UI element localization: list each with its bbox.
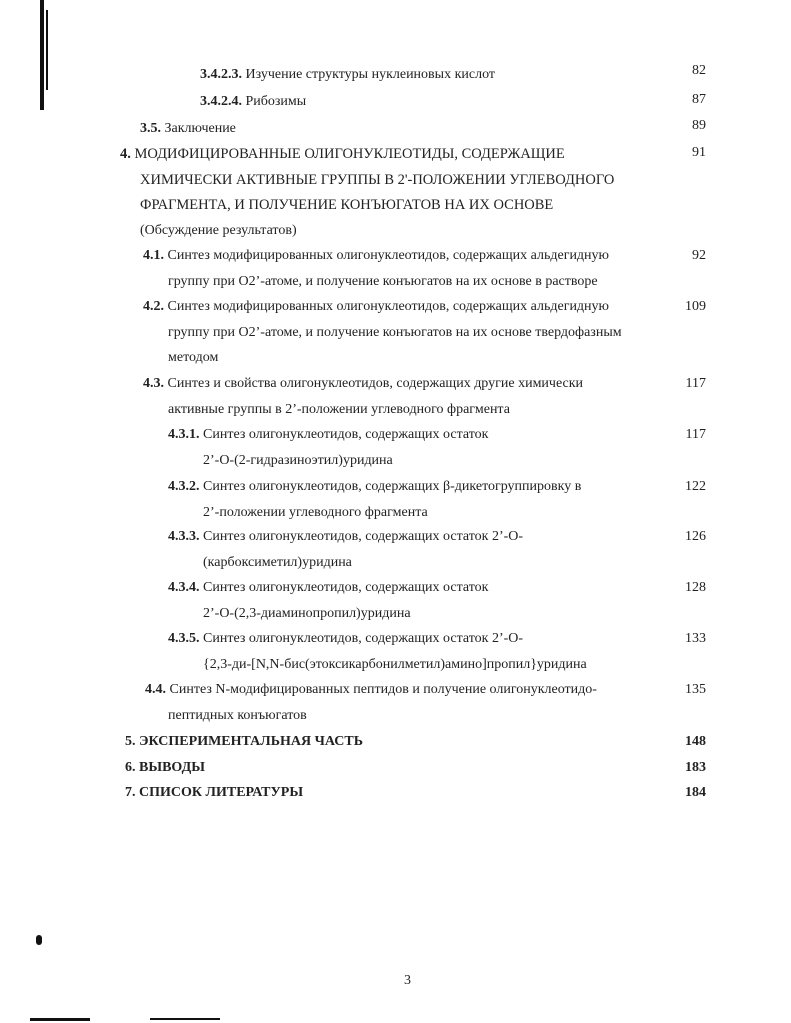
toc-entry-title bbox=[125, 785, 303, 801]
toc-entry-title bbox=[125, 760, 205, 776]
toc-page-number: 128 bbox=[685, 580, 706, 595]
toc-entry-title bbox=[143, 376, 583, 392]
toc-page-number: 109 bbox=[685, 299, 706, 314]
section-title-continuation: пептидных конъюгатов bbox=[168, 707, 307, 723]
section-title-continuation: 2’-O-(2-гидразиноэтил)уридина bbox=[203, 452, 393, 468]
section-title: Синтез модифицированных олигонуклеотидов, содержащих альдегидную bbox=[167, 248, 610, 263]
toc-page-number: 183 bbox=[685, 760, 706, 775]
section-number: 3.5. bbox=[140, 121, 161, 136]
section-title-continuation: (карбоксиметил)уридина bbox=[203, 554, 352, 570]
section-number: 3.4.2.4. bbox=[200, 94, 242, 109]
section-number: 4.3.3. bbox=[168, 529, 200, 544]
toc-entry-title bbox=[168, 479, 581, 495]
toc-entry-title bbox=[145, 682, 597, 698]
section-title-continuation: ХИМИЧЕСКИ АКТИВНЫЕ ГРУППЫ В 2'-ПОЛОЖЕНИИ УГЛЕВОДНОГО bbox=[140, 171, 615, 188]
page-number: 3 bbox=[404, 973, 411, 988]
toc-page-number: 133 bbox=[685, 631, 706, 646]
section-title-continuation: группу при O2’-атоме, и получение конъюгатов на их основе в растворе bbox=[168, 273, 598, 289]
toc-page-number: 89 bbox=[692, 118, 706, 133]
section-title: Синтез олигонуклеотидов, содержащих β-дикетогруппировку в bbox=[203, 479, 582, 494]
section-title: Синтез и свойства олигонуклеотидов, содержащих другие химически bbox=[167, 376, 584, 391]
toc-page-number: 92 bbox=[692, 248, 706, 263]
scan-artifact bbox=[40, 0, 44, 110]
section-title: СПИСОК ЛИТЕРАТУРЫ bbox=[139, 785, 304, 800]
section-number: 4. bbox=[120, 146, 131, 162]
toc-entry-title bbox=[143, 248, 609, 264]
section-title: Синтез олигонуклеотидов, содержащих остаток 2’-O- bbox=[203, 529, 524, 544]
section-title-continuation: (Обсуждение результатов) bbox=[140, 222, 297, 238]
section-number: 4.3.1. bbox=[168, 427, 200, 442]
section-title: Синтез N-модифицированных пептидов и получение олигонуклеотидо- bbox=[169, 682, 597, 697]
section-title: ЭКСПЕРИМЕНТАЛЬНАЯ ЧАСТЬ bbox=[139, 734, 363, 749]
toc-entry-title bbox=[120, 146, 565, 162]
toc-entry-title bbox=[168, 580, 488, 596]
section-title-continuation: 2’-положении углеводного фрагмента bbox=[203, 504, 428, 520]
toc-entry-title bbox=[168, 631, 523, 647]
section-number: 4.4. bbox=[145, 682, 166, 697]
toc-page-number: 148 bbox=[685, 734, 706, 749]
section-number: 4.2. bbox=[143, 299, 164, 314]
scan-artifact bbox=[46, 10, 48, 90]
toc-entry-title bbox=[143, 299, 609, 315]
section-title-continuation: {2,3-ди-[N,N-бис(этоксикарбонилметил)амино]пропил}уридина bbox=[203, 656, 587, 672]
toc-page-number: 117 bbox=[685, 376, 706, 391]
section-title-continuation: группу при O2’-атоме, и получение конъюгатов на их основе твердофазным bbox=[168, 324, 622, 340]
section-title-continuation: ФРАГМЕНТА, И ПОЛУЧЕНИЕ КОНЪЮГАТОВ НА ИХ ОСНОВЕ bbox=[140, 197, 554, 214]
toc-entry-title bbox=[168, 427, 488, 443]
section-title: Синтез модифицированных олигонуклеотидов, содержащих альдегидную bbox=[167, 299, 610, 314]
toc-entry-title bbox=[200, 67, 495, 83]
scan-artifact bbox=[150, 1018, 220, 1020]
section-title-continuation: активные группы в 2’-положении углеводного фрагмента bbox=[168, 401, 510, 417]
section-title: Рибозимы bbox=[245, 94, 307, 109]
toc-entry-title bbox=[125, 734, 363, 750]
toc-entry-title bbox=[200, 94, 306, 110]
toc-entry-title bbox=[140, 121, 236, 137]
scan-artifact bbox=[30, 1018, 90, 1021]
toc-entry-title bbox=[168, 529, 523, 545]
section-number: 4.3. bbox=[143, 376, 164, 391]
section-title: Синтез олигонуклеотидов, содержащих остаток bbox=[203, 580, 489, 595]
section-number: 4.3.5. bbox=[168, 631, 200, 646]
section-number: 7. bbox=[125, 785, 136, 800]
section-title: Синтез олигонуклеотидов, содержащих остаток 2’-O- bbox=[203, 631, 524, 646]
section-number: 4.3.2. bbox=[168, 479, 200, 494]
section-title-continuation: 2’-O-(2,3-диаминопропил)уридина bbox=[203, 605, 411, 621]
toc-page-number: 135 bbox=[685, 682, 706, 697]
section-number: 3.4.2.3. bbox=[200, 67, 242, 82]
section-title: ВЫВОДЫ bbox=[139, 760, 205, 775]
toc-page-number: 126 bbox=[685, 529, 706, 544]
section-title: МОДИФИЦИРОВАННЫЕ ОЛИГОНУКЛЕОТИДЫ, СОДЕРЖАЩИЕ bbox=[134, 146, 565, 162]
toc-page-number: 91 bbox=[692, 145, 706, 160]
scan-artifact bbox=[36, 935, 42, 945]
section-number: 4.3.4. bbox=[168, 580, 200, 595]
section-number: 4.1. bbox=[143, 248, 164, 263]
section-number: 6. bbox=[125, 760, 136, 775]
toc-page-number: 117 bbox=[685, 427, 706, 442]
section-number: 5. bbox=[125, 734, 136, 749]
section-title: Изучение структуры нуклеиновых кислот bbox=[245, 67, 495, 82]
section-title-continuation: методом bbox=[168, 350, 219, 366]
section-title: Заключение bbox=[164, 121, 236, 136]
section-title: Синтез олигонуклеотидов, содержащих остаток bbox=[203, 427, 489, 442]
toc-page-number: 122 bbox=[685, 479, 706, 494]
toc-page-number: 184 bbox=[685, 785, 706, 800]
toc-page-number: 87 bbox=[692, 92, 706, 107]
toc-page-number: 82 bbox=[692, 63, 706, 78]
